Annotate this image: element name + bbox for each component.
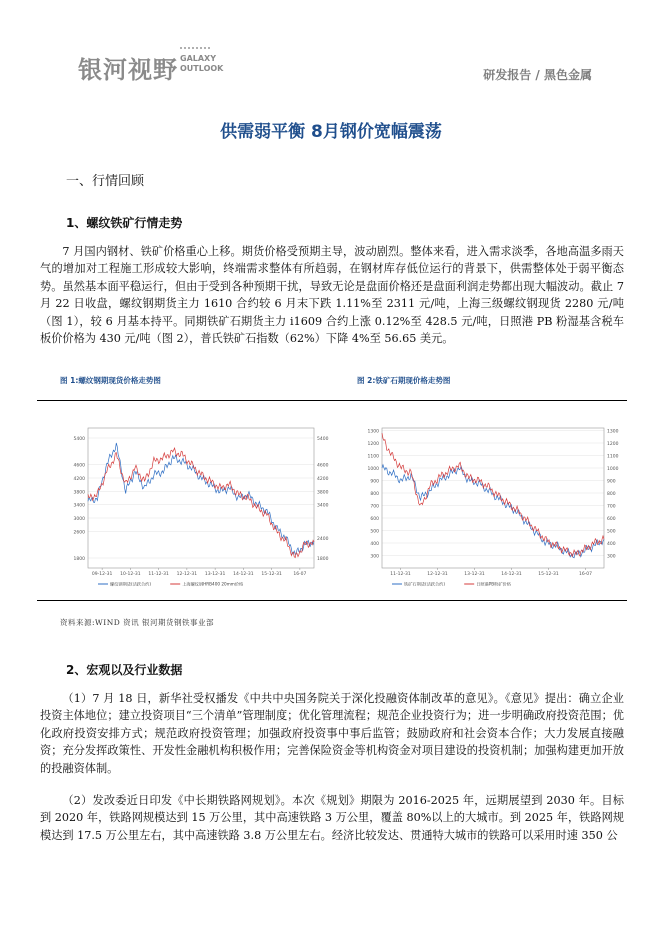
y-tick-label-left: 900 — [370, 479, 379, 485]
figure-bottom-rule — [37, 600, 627, 601]
y-tick-label-left: 1100 — [367, 454, 379, 460]
series-line — [382, 465, 604, 558]
y-tick-label-right: 3800 — [317, 490, 329, 496]
logo-dots — [180, 47, 210, 53]
logo-subtitle-line1: GALAXY — [180, 54, 217, 63]
x-tick-label: 16-07 — [578, 572, 593, 577]
figure-caption-2: 图 2:铁矿石期现价格走势图 — [357, 376, 451, 385]
y-tick-label-right: 2400 — [317, 537, 329, 542]
y-tick-label-left: 800 — [370, 492, 379, 497]
section-heading: 一、行情回顾 — [66, 174, 145, 189]
paragraph: 7 月国内钢材、铁矿价格重心上移。期货价格受预期主导，波动剧烈。整体来看，进入需求淡季，各地高温多雨天气的增加对工程施工形成较大影响，终端需求整体有所趋弱，在钢材库存低位运行的背景下，供需整体处于弱平衡态势。虽然基本面平稳运行，但由于受到各种预期干扰，导致无论是盘面价格还是盘面利润走势都出现大幅波动。截止 7 月 22 日收盘，螺纹钢期货主力 1610 合约较 6 月末下跌 1.11%至 2311 元/吨，上海三级螺纹钢现货 2280 元/吨（图 1），较 6 月基本持平。同期铁矿石期货主力 i1609 合约上涨 0.12%至 428.5 元/吨，日照港 PB 粉湿基含税车板价价格为 430 元/吨（图 2），普氏铁矿石指数（62%）下降 4%至 56.65 美元。 — [40, 245, 624, 346]
y-tick-label-right: 400 — [607, 542, 616, 547]
y-tick-label-right: 800 — [607, 492, 616, 497]
x-tick-label: 12-12-31 — [427, 572, 448, 577]
y-tick-label-left: 4600 — [73, 463, 85, 469]
y-tick-label-right: 1800 — [317, 557, 329, 562]
x-tick-label: 09-12-31 — [91, 572, 113, 577]
legend-label: 上海螺纹钢HRB400 20mm价格 — [182, 581, 244, 587]
logo-text: 银河视野 — [78, 56, 178, 84]
x-tick-label: 10-12-31 — [120, 572, 141, 577]
y-tick-label-left: 3000 — [73, 517, 85, 522]
x-tick-label: 15-12-31 — [538, 572, 559, 577]
y-tick-label-right: 4200 — [317, 477, 329, 482]
x-tick-label: 13-12-31 — [204, 572, 226, 577]
y-tick-label-right: 1000 — [607, 467, 619, 472]
plot-frame — [88, 428, 314, 568]
x-tick-label: 16-07 — [293, 572, 307, 577]
rebar-price-chart — [62, 424, 334, 588]
y-tick-label-right: 4600 — [317, 463, 329, 469]
y-tick-label-left: 4200 — [73, 477, 85, 482]
x-tick-label: 15-12-31 — [261, 572, 282, 577]
x-tick-label: 14-12-31 — [501, 572, 522, 577]
figure-source: 资料来源:WIND 资讯 银河期货钢铁事业部 — [60, 618, 215, 627]
figure-top-rule — [37, 400, 627, 401]
plot-frame — [382, 428, 604, 568]
iron-ore-price-chart — [356, 424, 624, 588]
y-tick-label-left: 500 — [370, 529, 379, 535]
y-tick-label-right: 1100 — [607, 454, 619, 460]
series-line — [382, 433, 604, 556]
y-tick-label-right: 3400 — [317, 503, 329, 509]
y-tick-label-left: 300 — [370, 554, 379, 560]
y-tick-label-left: 1800 — [73, 557, 85, 562]
y-tick-label-right: 500 — [607, 529, 616, 535]
paragraph-3: （2）发改委近日印发《中长期铁路网规划》。本次《规划》期限为 2016-2025 年，远期展望到 2030 年。目标到 2020 年，铁路网规模达到 15 万公里，其中高速铁路 3 万公里，覆盖 80%以上的大城市。到 2025 年，铁路网规模达到 17.5 万公里左右，其中高速铁路 3.8 万公里左右。经济比较发达、贯通特大城市的铁路可以采用时速 350 公 — [40, 794, 624, 842]
y-tick-label-right: 5400 — [317, 437, 329, 442]
legend-label: 铁矿石期货(活跃合约) — [404, 581, 445, 587]
y-tick-label-left: 600 — [370, 517, 379, 522]
y-tick-label-left: 3800 — [73, 490, 85, 496]
y-tick-label-left: 3400 — [73, 503, 85, 509]
y-tick-label-left: 700 — [370, 504, 379, 510]
y-tick-label-left: 5400 — [73, 437, 85, 442]
legend-label: 日照港PB粉矿价格 — [476, 581, 511, 587]
y-tick-label-left: 1000 — [367, 467, 379, 472]
y-tick-label-right: 1200 — [607, 442, 619, 447]
x-tick-label: 11-12-31 — [148, 572, 169, 577]
subsection-heading-2: 2、宏观以及行业数据 — [66, 663, 183, 677]
y-tick-label-right: 300 — [607, 554, 616, 560]
y-tick-label-right: 700 — [607, 504, 616, 510]
page-title: 供需弱平衡 8月钢价宽幅震荡 — [220, 122, 442, 142]
breadcrumb: 研发报告 / 黑色金属 — [483, 68, 592, 82]
logo-subtitle — [180, 54, 223, 74]
x-tick-label: 12-12-31 — [176, 572, 198, 577]
y-tick-label-left: 1300 — [367, 429, 379, 435]
y-tick-label-right: 900 — [607, 479, 616, 485]
y-tick-label-left: 2600 — [73, 530, 85, 536]
y-tick-label-left: 1200 — [367, 442, 379, 447]
legend-label: 螺纹钢期货(活跃合约) — [110, 581, 151, 587]
x-tick-label: 13-12-31 — [464, 572, 485, 577]
y-tick-label-right: 1300 — [607, 429, 619, 435]
figure-caption-1: 图 1:螺纹钢期现货价格走势图 — [60, 376, 161, 385]
x-tick-label: 14-12-31 — [233, 572, 254, 577]
y-tick-label-left: 400 — [370, 542, 379, 547]
paragraph-2: （1）7 月 18 日，新华社受权播发《中共中央国务院关于深化投融资体制改革的意见》。《意见》提出：确立企业投资主体地位；建立投资项目“三个清单”管理制度；优化管理流程；规范企业投资行为；进一步明确政府投资范围；优化政府投资安排方式；规范政府投资管理；加强政府投资事中事后监管；鼓励政府和社会资本合作；大力发展直接融资；充分发挥政策性、开发性金融机构积极作用；完善保险资金等机构资金对项目建设的投资机制；加强构建更加开放的投融资体制。 — [40, 692, 624, 775]
x-tick-label: 11-12-31 — [390, 572, 411, 577]
logo-subtitle-line2: OUTLOOK — [180, 64, 224, 73]
subsection-heading: 1、螺纹铁矿行情走势 — [66, 216, 183, 230]
y-tick-label-right: 600 — [607, 517, 616, 522]
